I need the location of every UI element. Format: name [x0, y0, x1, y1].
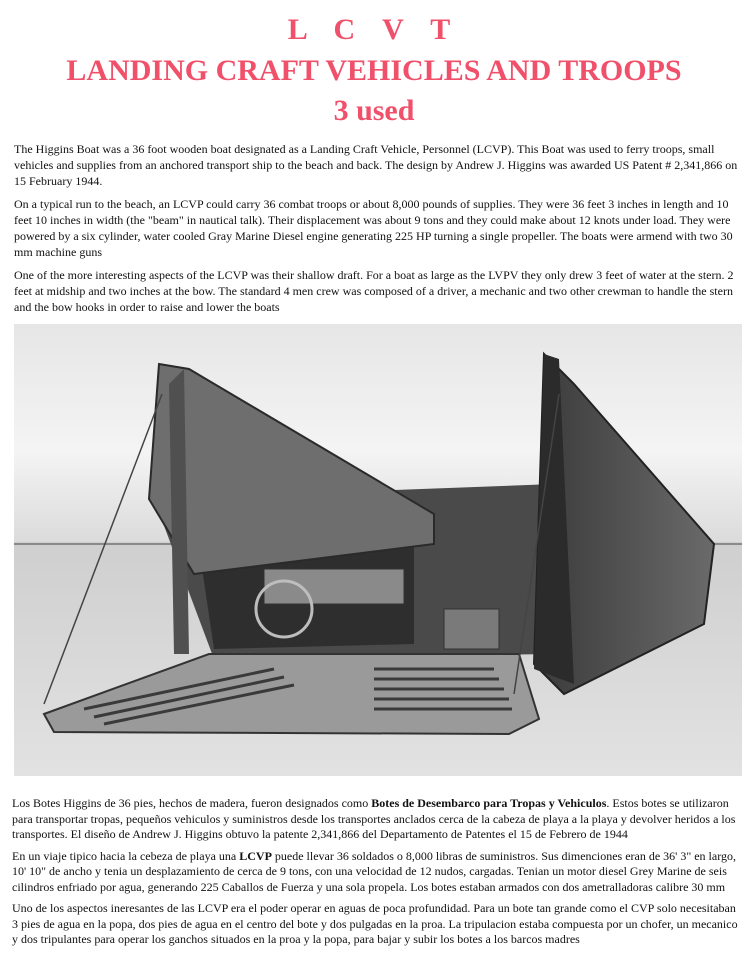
spanish-text [12, 796, 740, 954]
page-title-line3: 3 used [333, 94, 415, 127]
lcvp-boat-photo [14, 324, 742, 776]
english-paragraph-2: On a typical run to the beach, an LCVP could carry 36 combat troops or about 8,000 pounds of supplies. They were 36 feet 3 inches in length and 10 feet 10 inches in width (the "beam" in nautical talk). Their displacement was about 9 tons and they could make about 12 knots under load. They were powered by a six cylinder, water cooled Gray Marine Diesel engine generating 225 HP turning a single propeller. The boats were armend with two 30 mm machine guns [14, 197, 733, 259]
page-title-line1: L C V T [287, 13, 461, 46]
spanish-paragraph-1 [12, 796, 740, 843]
spanish-p2-a: En un viaje tipico hacia la cebeza de playa una [12, 848, 240, 863]
spanish-p1-b: . Estos botes se utilizaron para transportar tropas, pequeños vehiculos y suministros desde los transportes anclados cerca de la cabeza de playa a la playa y devolver heridos a los transportes. El diseño de Andrew J. Higgins obtuvo la patente 2,341,866 del Departamento de Patentes el 15 de Febrero de 1944 [12, 796, 736, 841]
english-paragraph-3: One of the more interesting aspects of the LCVP was their shallow draft. For a boat as large as the LVPV they only drew 3 feet of water at the stern. 2 feet at midship and two inches at the bow. The standard 4 men crew was composed of a driver, a mechanic and two other crewman to handle the stern and the bow hooks in order to raise and lower the boats [14, 268, 734, 314]
spanish-p2-bold: LCVP [239, 848, 272, 863]
spanish-p2-b: puede llevar 36 soldados o 8,000 libras de suministros. Sus dimenciones eran de 36' 3" en largo, 10' 10" de ancho y tenia un desplazamiento de cerca de 9 tons, con una velocidad de 12 nudos, cargadas. Tenian un motor diesel Grey Marine de seis cilindros enfriado por agua, generando 225 Caballos de Fuerza y una sola propela. Los botes estaban armados con dos ametralladoras calibre 30 mm [12, 848, 736, 894]
english-text [14, 141, 738, 322]
page-title-line2: LANDING CRAFT VEHICLES AND TROOPS [66, 54, 682, 87]
spanish-paragraph-3: Uno de los aspectos ineresantes de las LCVP era el poder operar en aguas de poca profundidad. Para un bote tan grande como el CVP solo necesitaban 3 pies de agua en la popa, dos pies de agua en el centro del bote y dos pulgadas en la proa. La tripulacion estaba compuesta por un chofer, un mecanico y dos tripulantes para operar los ganchos situados en la proa y la popa, para bajar y subir los botes a los barcos madres [12, 901, 738, 946]
english-paragraph-1: The Higgins Boat was a 36 foot wooden boat designated as a Landing Craft Vehicle, Personnel (LCVP). This Boat was used to ferry troops, small vehicles and supplies from an anchored transport ship to the beach and back. The design by Andrew J. Higgins was awarded US Patent # 2,341,866 on 15 February 1944. [14, 142, 738, 188]
spanish-p1-a: Los Botes Higgins de 36 pies, hechos de madera, fueron designados como [12, 796, 372, 810]
spanish-paragraph-2 [12, 849, 740, 896]
spanish-p1-bold: Botes de Desembarco para Tropas y Vehiculos [371, 796, 607, 810]
